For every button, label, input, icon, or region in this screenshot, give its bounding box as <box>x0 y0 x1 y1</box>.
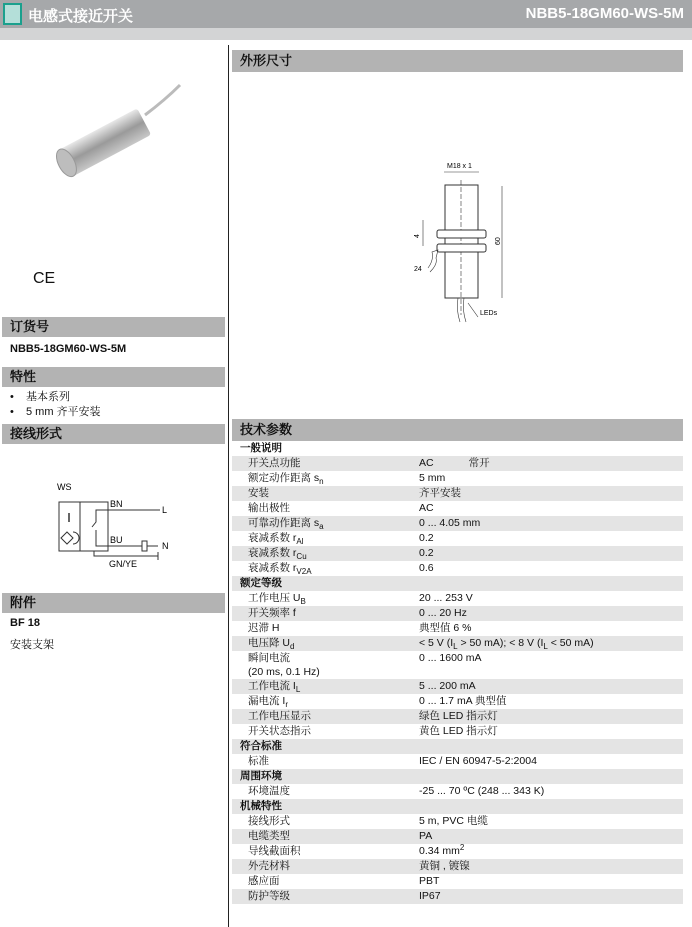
param-value <box>419 844 683 859</box>
params-row <box>232 754 683 769</box>
param-value-text: < 5 V (I <box>419 637 454 649</box>
param-value-text: 0 ... 1600 mA <box>419 652 482 664</box>
param-name-text: 工作电压显示 <box>248 710 311 722</box>
param-value <box>419 651 683 679</box>
params-row <box>232 709 683 724</box>
order-section-header: 订货号 <box>2 317 225 337</box>
param-name <box>232 859 419 874</box>
param-value <box>419 561 683 576</box>
params-row <box>232 546 683 561</box>
param-value-text: AC <box>419 502 434 514</box>
params-row <box>232 516 683 531</box>
params-row <box>232 651 683 679</box>
param-name <box>232 621 419 636</box>
param-name-text: 开关点功能 <box>248 457 301 469</box>
accessories-section-header: 附件 <box>2 593 225 613</box>
param-name-text: 开关频率 f <box>248 607 296 619</box>
param-value-text: IEC / EN 60947-5-2:2004 <box>419 755 537 767</box>
param-subscript: B <box>300 597 306 606</box>
order-number: NBB5-18GM60-WS-5M <box>10 343 127 355</box>
param-subscript: n <box>319 477 324 486</box>
param-name <box>232 694 419 709</box>
param-name-text: 防护等级 <box>248 890 290 902</box>
param-value <box>419 679 683 694</box>
param-name-text: 衰减系数 r <box>248 532 297 544</box>
param-value <box>419 889 683 904</box>
params-row <box>232 724 683 739</box>
param-value <box>419 636 683 651</box>
params-group-header <box>232 799 683 814</box>
param-value-text: 2 <box>459 843 465 852</box>
leds-label: LEDs <box>480 310 498 317</box>
param-value-text: 黄铜 , 镀镍 <box>419 860 470 872</box>
param-name <box>232 456 419 471</box>
param-value <box>419 874 683 889</box>
param-name-text: 额定等级 <box>240 577 282 589</box>
param-name-text: 环境温度 <box>248 785 290 797</box>
product-image <box>40 75 190 195</box>
param-value <box>419 501 683 516</box>
params-row <box>232 874 683 889</box>
param-name-text: 衰减系数 r <box>248 547 297 559</box>
param-value-text: 绿色 LED 指示灯 <box>419 710 498 722</box>
param-name <box>232 844 419 859</box>
column-divider <box>228 45 229 927</box>
params-row <box>232 829 683 844</box>
group-title <box>232 576 419 591</box>
param-name-text: 标准 <box>248 755 269 767</box>
param-name-text: 符合标准 <box>240 740 282 752</box>
param-value-text: 齐平安装 <box>419 487 461 499</box>
model-number: NBB5-18GM60-WS-5M <box>525 5 684 22</box>
params-row <box>232 456 683 471</box>
param-name <box>232 546 419 561</box>
param-condition: (20 ms, 0.1 Hz) <box>248 666 320 678</box>
param-name-text: 衰减系数 r <box>248 562 297 574</box>
param-value <box>419 859 683 874</box>
param-value <box>419 754 683 769</box>
param-name-text: 输出极性 <box>248 502 290 514</box>
param-value <box>419 441 683 456</box>
wiring-diagram <box>40 470 190 580</box>
param-name-text: 可靠动作距离 s <box>248 517 320 529</box>
params-row <box>232 814 683 829</box>
thread-label: M18 x 1 <box>447 163 472 170</box>
param-name <box>232 471 419 486</box>
param-name <box>232 709 419 724</box>
params-row <box>232 859 683 874</box>
group-title <box>232 441 419 456</box>
header-bar <box>0 0 692 28</box>
params-row <box>232 471 683 486</box>
params-row <box>232 889 683 904</box>
param-value <box>419 739 683 754</box>
param-value-text: 0.2 <box>419 547 434 559</box>
params-row <box>232 591 683 606</box>
params-row <box>232 621 683 636</box>
param-value-text: 0.34 mm <box>419 845 460 857</box>
param-value <box>419 724 683 739</box>
params-group-header <box>232 576 683 591</box>
params-row <box>232 561 683 576</box>
param-value <box>419 486 683 501</box>
param-value <box>419 814 683 829</box>
param-value-text: 5 ... 200 mA <box>419 680 476 692</box>
param-name <box>232 501 419 516</box>
param-name-text: 机械特性 <box>240 800 282 812</box>
param-value-text: 典型值 6 % <box>419 622 472 634</box>
param-value-text: 0 ... 20 Hz <box>419 607 467 619</box>
param-subscript: Al <box>296 537 304 546</box>
wiring-type: WS <box>57 482 72 492</box>
param-value <box>419 531 683 546</box>
dimension-drawing <box>400 150 530 325</box>
params-row <box>232 606 683 621</box>
feature-item: • 5 mm 齐平安装 <box>10 406 101 418</box>
param-value-text: L <box>453 642 458 651</box>
param-value-text: 5 mm <box>419 472 446 484</box>
param-name <box>232 516 419 531</box>
param-name-text: 一般说明 <box>240 442 282 454</box>
length-label: 60 <box>495 237 502 245</box>
param-value <box>419 829 683 844</box>
param-value <box>419 606 683 621</box>
page-title: 电感式接近开关 <box>28 8 134 25</box>
group-title <box>232 769 419 784</box>
wire-label-bn: BN <box>110 499 123 509</box>
params-row <box>232 784 683 799</box>
group-title <box>232 799 419 814</box>
param-name-text: 感应面 <box>248 875 280 887</box>
terminal-label-n: N <box>162 541 169 551</box>
param-name <box>232 829 419 844</box>
param-value-text: < 50 mA) <box>547 637 594 649</box>
param-name <box>232 754 419 769</box>
param-name-text: 接线形式 <box>248 815 290 827</box>
param-name-text: 安装 <box>248 487 269 499</box>
param-value-text: > 50 mA); < 8 V (I <box>457 637 544 649</box>
param-value-text: IP67 <box>419 890 441 902</box>
param-name <box>232 531 419 546</box>
params-row <box>232 694 683 709</box>
param-subscript: a <box>319 522 324 531</box>
param-value-text: PBT <box>419 875 440 887</box>
param-name <box>232 814 419 829</box>
param-name <box>232 486 419 501</box>
param-value-text: 0.6 <box>419 562 434 574</box>
param-value-text: 20 ... 253 V <box>419 592 473 604</box>
param-name-text: 漏电流 I <box>248 695 286 707</box>
param-subscript: Cu <box>296 552 307 561</box>
param-value-text: 0 ... 1.7 mA 典型值 <box>419 695 507 707</box>
param-name <box>232 651 419 679</box>
wiring-section-header: 接线形式 <box>2 424 225 444</box>
param-name-text: 导线截面积 <box>248 845 301 857</box>
param-value <box>419 546 683 561</box>
wrench-size-label: 24 <box>414 266 422 273</box>
param-value-text: 0.2 <box>419 532 434 544</box>
param-value <box>419 456 683 471</box>
nut-height-label: 4 <box>414 234 421 238</box>
accessory-description: 安装支架 <box>10 639 54 651</box>
group-title <box>232 739 419 754</box>
param-name <box>232 636 419 651</box>
param-value <box>419 621 683 636</box>
param-value-text: AC 常开 <box>419 457 490 469</box>
param-name-text: 迟滞 H <box>248 622 280 634</box>
param-name <box>232 591 419 606</box>
terminal-label-l: L <box>162 505 168 515</box>
param-value-text: 5 m, PVC 电缆 <box>419 815 488 827</box>
param-value <box>419 709 683 724</box>
params-row <box>232 501 683 516</box>
feature-text: 基本系列 <box>26 391 70 403</box>
param-name <box>232 606 419 621</box>
param-name-text: 额定动作距离 s <box>248 472 320 484</box>
param-name <box>232 874 419 889</box>
features-section-header: 特性 <box>2 367 225 387</box>
param-subscript: r <box>285 700 289 709</box>
param-name <box>232 561 419 576</box>
params-section-header: 技术参数 <box>232 419 683 441</box>
wire-label-bu: BU <box>110 535 123 545</box>
param-value <box>419 769 683 784</box>
param-subscript: L <box>295 685 301 694</box>
param-value <box>419 591 683 606</box>
params-row <box>232 636 683 651</box>
params-row <box>232 531 683 546</box>
param-value-text: -25 ... 70 ºC (248 ... 343 K) <box>419 785 545 797</box>
param-value-text: 0 ... 4.05 mm <box>419 517 481 529</box>
ce-mark: CE <box>33 270 56 287</box>
param-name-text: 工作电流 I <box>248 680 296 692</box>
param-value <box>419 694 683 709</box>
param-name <box>232 784 419 799</box>
param-value-text: L <box>543 642 548 651</box>
feature-item: • 基本系列 <box>10 391 70 403</box>
params-group-header <box>232 739 683 754</box>
params-row <box>232 844 683 859</box>
param-value <box>419 516 683 531</box>
param-name-text: 瞬间电流 <box>248 652 290 664</box>
param-name-text: 电缆类型 <box>248 830 290 842</box>
param-name-text: 工作电压 U <box>248 592 301 604</box>
param-name-text: 周围环境 <box>240 770 282 782</box>
feature-text: 5 mm 齐平安装 <box>26 406 101 418</box>
params-row <box>232 679 683 694</box>
param-value <box>419 471 683 486</box>
params-row <box>232 486 683 501</box>
param-name <box>232 724 419 739</box>
params-group-header <box>232 441 683 456</box>
params-group-header <box>232 769 683 784</box>
param-value-text: PA <box>419 830 433 842</box>
param-name <box>232 889 419 904</box>
param-name <box>232 679 419 694</box>
param-name-text: 电压降 U <box>248 637 290 649</box>
param-value-text: 黄色 LED 指示灯 <box>419 725 498 737</box>
header-band <box>0 28 692 40</box>
brand-logo-icon <box>3 3 22 25</box>
param-name-text: 外壳材料 <box>248 860 290 872</box>
params-table <box>232 441 683 904</box>
param-name-text: 开关状态指示 <box>248 725 311 737</box>
param-value <box>419 799 683 814</box>
param-value <box>419 784 683 799</box>
wire-label-gnye: GN/YE <box>109 559 138 569</box>
param-subscript: d <box>290 642 295 651</box>
param-subscript: V2A <box>296 567 312 576</box>
dimensions-section-header: 外形尺寸 <box>232 50 683 72</box>
accessory-name: BF 18 <box>10 617 40 629</box>
param-value <box>419 576 683 591</box>
